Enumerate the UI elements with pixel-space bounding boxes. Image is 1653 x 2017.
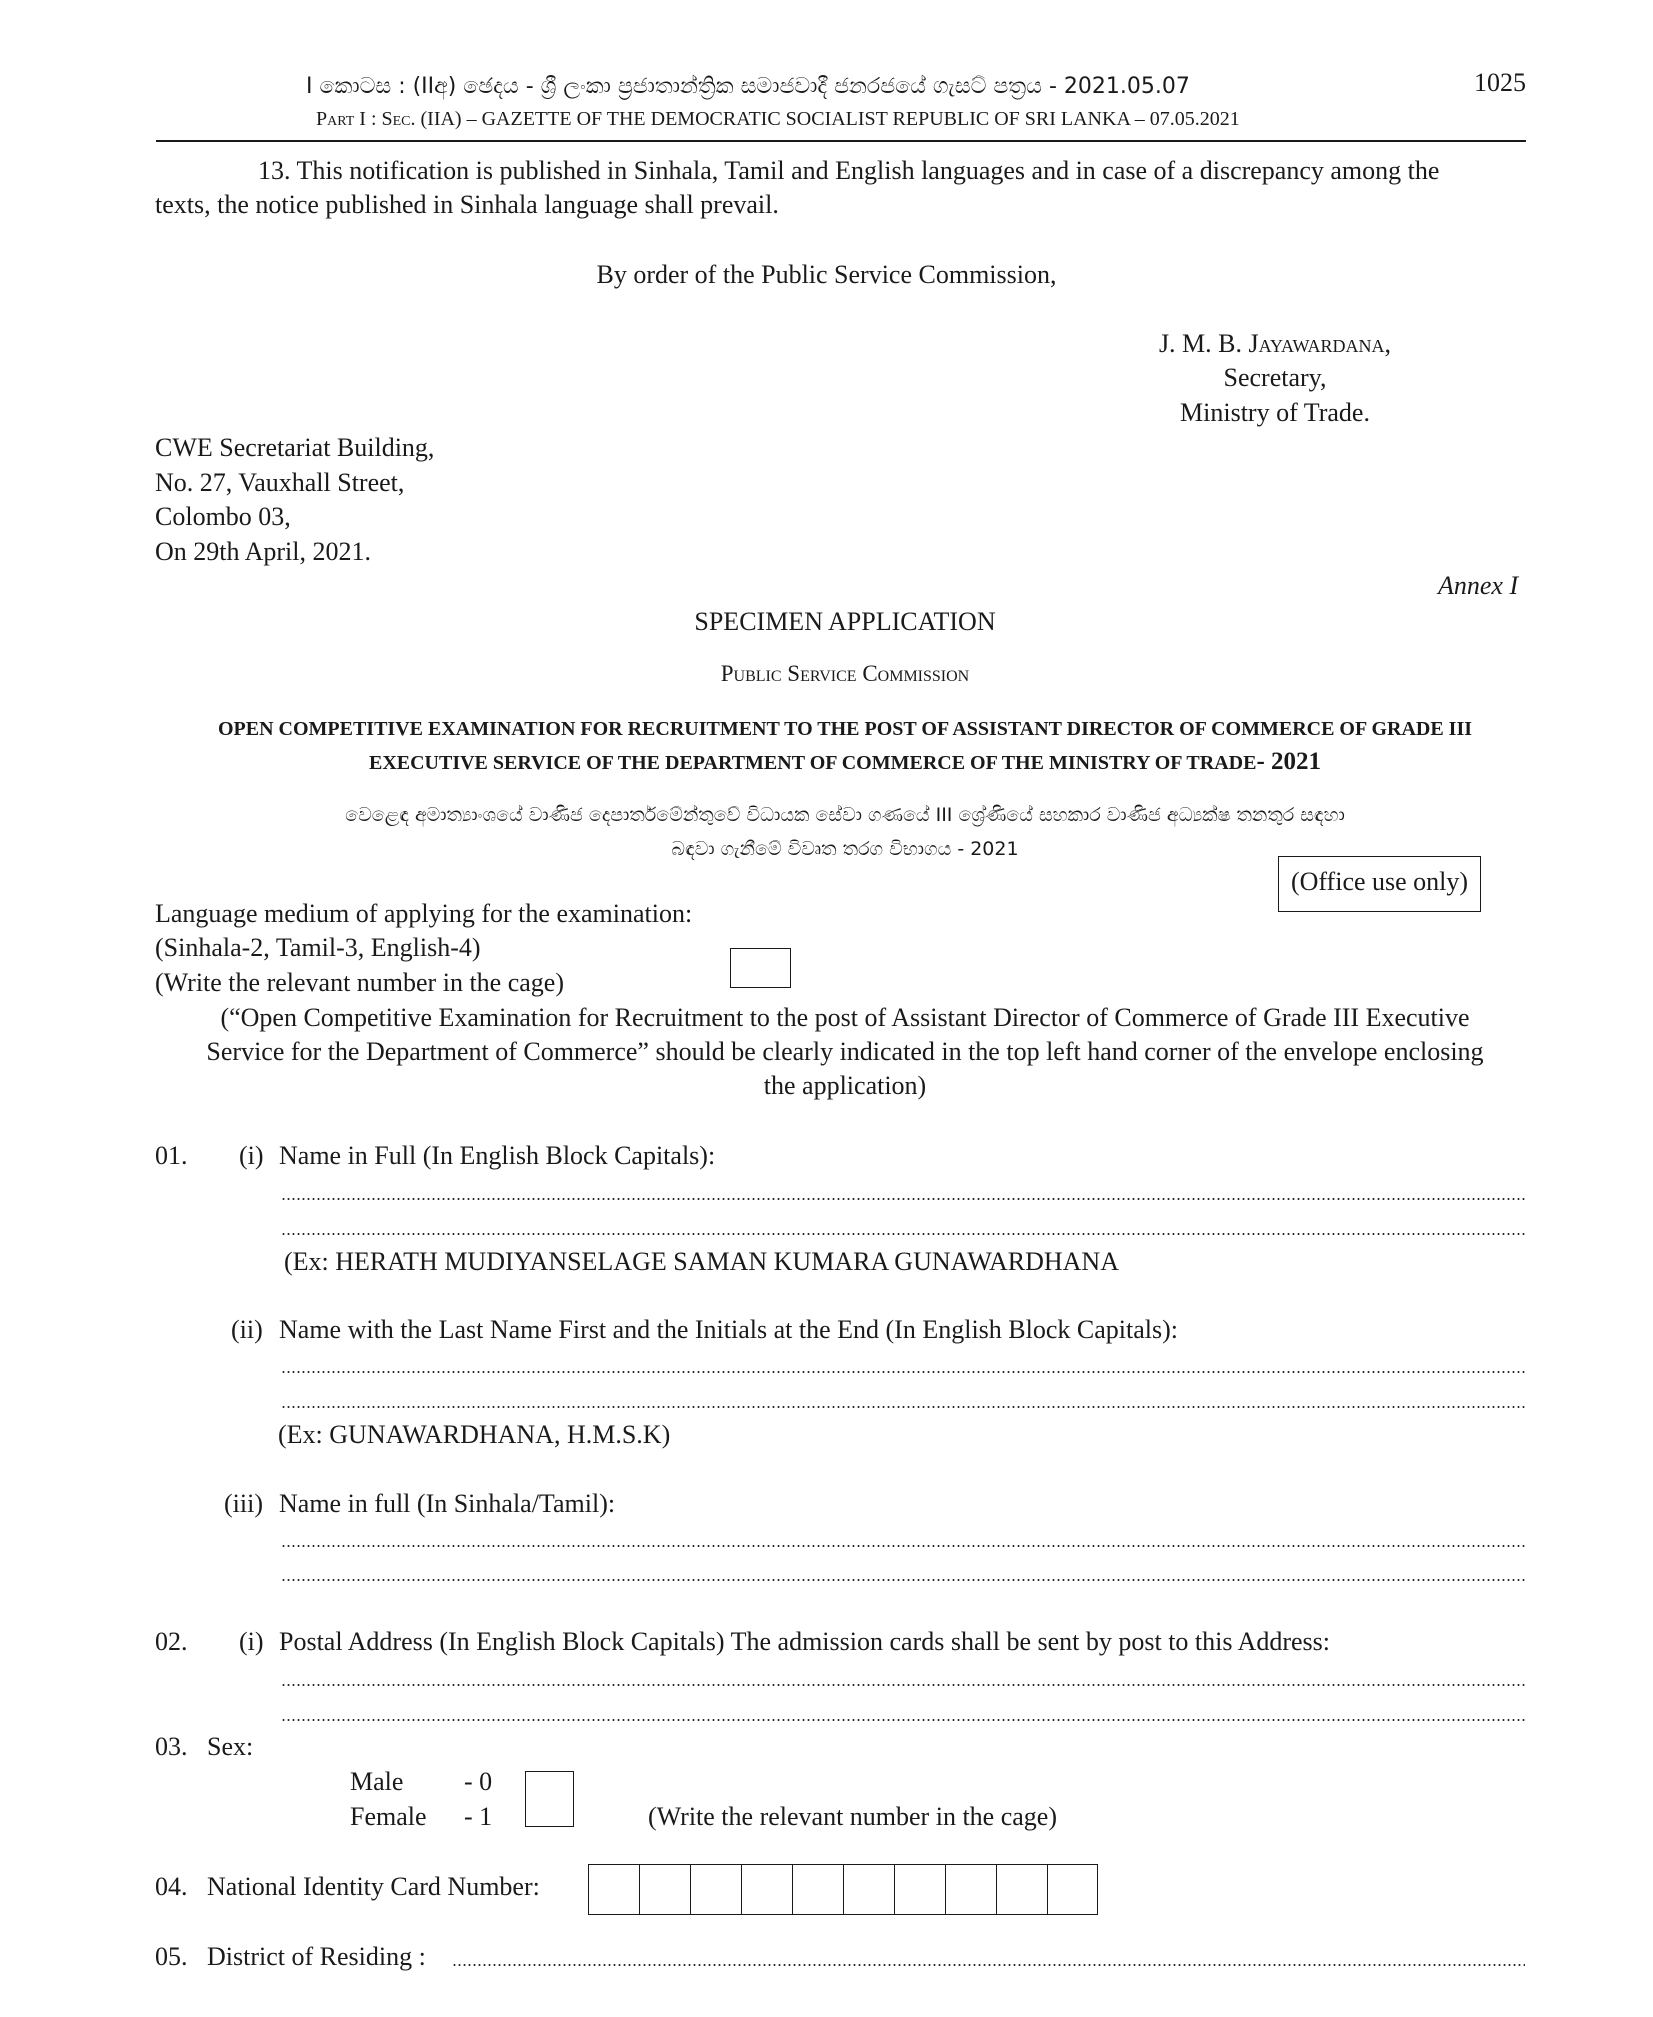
q02-line2-field[interactable] <box>281 1718 1525 1722</box>
nic-cell-4[interactable] <box>742 1865 793 1914</box>
q05-label: District of Residing : <box>207 1942 426 1971</box>
nic-cell-3[interactable] <box>691 1865 742 1914</box>
nic-cell-9[interactable] <box>997 1865 1048 1914</box>
q04-label: National Identity Card Number: <box>207 1872 540 1901</box>
q02-i-text: Postal Address (In English Block Capitals) The admission cards shall be sent by post to this Address: <box>279 1627 1330 1656</box>
q05-number: 05. <box>155 1942 188 1971</box>
signatory-title: Secretary, <box>1223 363 1327 392</box>
office-use-label: (Office use only) <box>1290 867 1469 896</box>
q01-ii-label: (ii) <box>231 1315 263 1344</box>
address-line1: CWE Secretariat Building, <box>155 433 435 462</box>
nic-cell-10[interactable] <box>1048 1865 1098 1914</box>
exam-title-line1: OPEN COMPETITIVE EXAMINATION FOR RECRUITMENT TO THE POST OF ASSISTANT DIRECTOR OF COMMERCE OF GRADE III <box>217 718 1473 740</box>
q01-i-example: (Ex: HERATH MUDIYANSELAGE SAMAN KUMARA GUNAWARDHANA <box>284 1247 1119 1276</box>
header-rule <box>156 140 1526 142</box>
nic-cell-8[interactable] <box>946 1865 997 1914</box>
q03-number: 03. <box>155 1732 188 1761</box>
q03-female-label: Female <box>350 1802 427 1831</box>
nic-cell-6[interactable] <box>844 1865 895 1914</box>
nic-cell-5[interactable] <box>793 1865 844 1914</box>
q01-iii-label: (iii) <box>224 1489 263 1518</box>
signatory-name: J. M. B. Jayawardana, <box>1158 329 1392 358</box>
q01-iii-line2-field[interactable] <box>281 1578 1525 1582</box>
language-instruction: (Write the relevant number in the cage) <box>155 968 564 997</box>
nic-number-grid[interactable] <box>588 1864 1098 1915</box>
paragraph-13-line2: texts, the notice published in Sinhala language shall prevail. <box>155 190 779 219</box>
header-english-line: Part I : Sec. (IIA) – GAZETTE OF THE DEMOCRATIC SOCIALIST REPUBLIC OF SRI LANKA – 07.05.2021 <box>316 108 1240 130</box>
language-cage-input[interactable] <box>730 948 791 988</box>
q01-iii-text: Name in full (In Sinhala/Tamil): <box>279 1489 616 1518</box>
commission-title: Public Service Commission <box>720 661 970 686</box>
q02-line1-field[interactable] <box>281 1683 1525 1687</box>
q03-female-code: - 1 <box>464 1802 493 1831</box>
language-options: (Sinhala-2, Tamil-3, English-4) <box>155 933 481 962</box>
q01-i-line2-field[interactable] <box>281 1232 1525 1236</box>
q01-ii-line1-field[interactable] <box>281 1370 1525 1374</box>
q03-label: Sex: <box>207 1732 254 1761</box>
q04-number: 04. <box>155 1872 188 1901</box>
q01-ii-text: Name with the Last Name First and the Initials at the End (In English Block Capitals): <box>279 1315 1178 1344</box>
address-line2: No. 27, Vauxhall Street, <box>155 468 405 497</box>
page-number: 1025 <box>1474 68 1526 97</box>
sinhala-title-line2: බඳවා ගැනීමේ විවෘත තරග විභාගය - 2021 <box>671 838 1019 860</box>
by-order-line: By order of the Public Service Commission, <box>596 260 1057 289</box>
envelope-note-line3: the application) <box>763 1071 927 1100</box>
q01-iii-line1-field[interactable] <box>281 1544 1525 1548</box>
q05-district-field[interactable] <box>452 1963 1525 1967</box>
nic-cell-2[interactable] <box>640 1865 691 1914</box>
envelope-note-line2: Service for the Department of Commerce” should be clearly indicated in the top left hand corner of the envelope enclosing <box>206 1037 1484 1066</box>
q03-sex-cage-input[interactable] <box>525 1771 574 1827</box>
envelope-note-line1: (“Open Competitive Examination for Recruitment to the post of Assistant Director of Commerce of Grade III Executive <box>220 1003 1470 1032</box>
specimen-title: SPECIMEN APPLICATION <box>694 607 996 636</box>
q01-number: 01. <box>155 1141 188 1170</box>
q03-male-code: - 0 <box>464 1767 493 1796</box>
q03-male-label: Male <box>350 1767 404 1796</box>
q01-i-text: Name in Full (In English Block Capitals): <box>279 1141 716 1170</box>
q03-instruction: (Write the relevant number in the cage) <box>648 1802 1057 1831</box>
annex-label: Annex I <box>1438 571 1519 600</box>
q02-i-label: (i) <box>239 1627 264 1656</box>
signatory-office: Ministry of Trade. <box>1180 398 1370 427</box>
exam-title-line2 <box>0 745 1653 780</box>
sinhala-title-line1: වෙළෙඳ අමාත්‍යාංශයේ වාණිජ දෙපාර්තමේන්තුවේ විධායක සේවා ගණයේ III ශ්‍රේණියේ සහකාර වාණිජ අධ්‍යක්ෂ තනතුර සඳහා <box>345 804 1345 826</box>
q01-i-label: (i) <box>239 1141 264 1170</box>
header-sinhala-line: I කොටස : (IIඅ) ඡෙදය - ශ්‍රී ලංකා ප්‍රජාතාන්ත්‍රික සමාජවාදී ජනරජයේ ගැසට් පත්‍රය - 2021.05.07 <box>306 74 1190 99</box>
q01-i-line1-field[interactable] <box>281 1197 1525 1201</box>
q01-ii-line2-field[interactable] <box>281 1405 1525 1409</box>
language-medium-label: Language medium of applying for the examination: <box>155 899 693 928</box>
address-line3: Colombo 03, <box>155 502 291 531</box>
nic-cell-7[interactable] <box>895 1865 946 1914</box>
paragraph-13-line1: 13. This notification is published in Sinhala, Tamil and English languages and in case of a discrepancy among the <box>258 156 1440 185</box>
q01-ii-example: (Ex: GUNAWARDHANA, H.M.S.K) <box>278 1420 671 1449</box>
office-use-box <box>1278 856 1481 912</box>
q02-number: 02. <box>155 1627 188 1656</box>
date-line: On 29th April, 2021. <box>155 537 371 566</box>
nic-cell-1[interactable] <box>589 1865 640 1914</box>
exam-year: - 2021 <box>1256 748 1322 775</box>
exam-title-line2-text: EXECUTIVE SERVICE OF THE DEPARTMENT OF COMMERCE OF THE MINISTRY OF TRADE <box>368 752 1257 774</box>
